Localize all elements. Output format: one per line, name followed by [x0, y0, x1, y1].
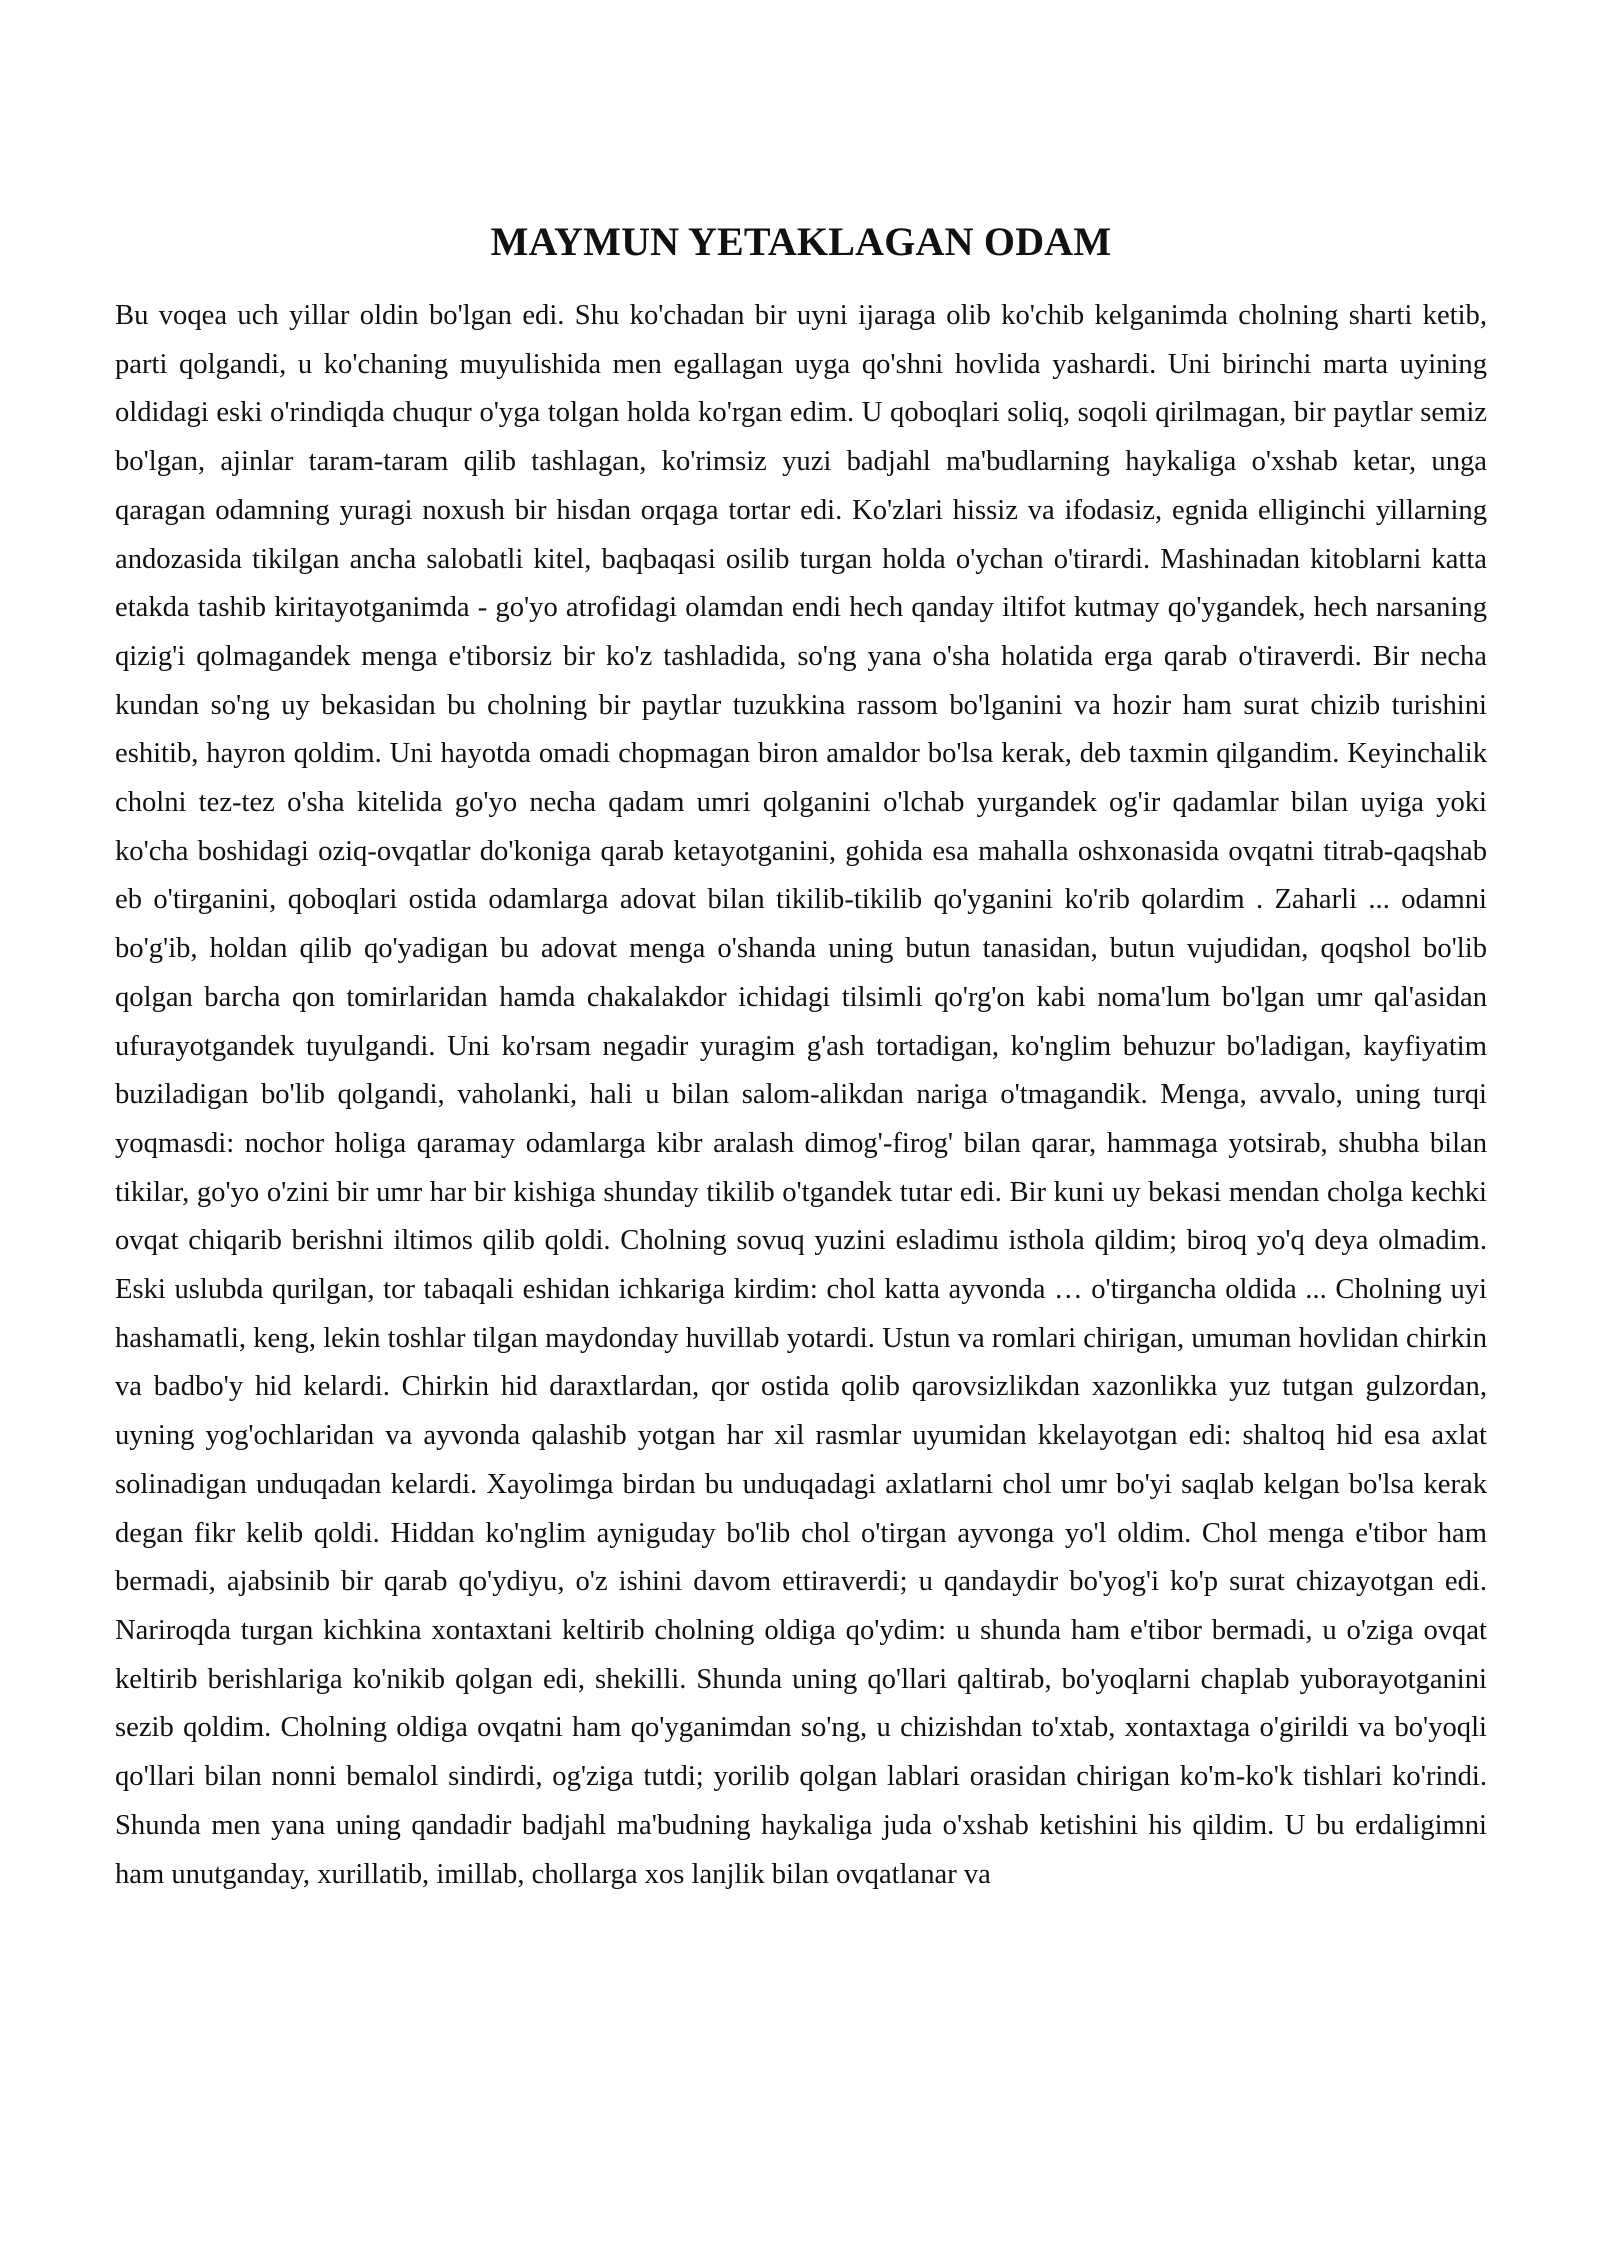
document-title: MAYMUN YETAKLAGAN ODAM — [490, 219, 1112, 264]
document-page — [115, 218, 1487, 1899]
document-body: Bu voqea uch yillar oldin bo'lgan edi. Shu ko'chadan bir uyni ijaraga olib ko'chib kelganimda cholning sharti ketib, parti qolgandi, u ko'chaning muyulishida men egallagan uyga qo'shni hovlida yashardi. Uni birinchi marta uyining oldidagi eski o'rindiqda chuqur o'yga tolgan holda ko'rgan edim. U qoboqlari soliq, soqoli qirilmagan, bir paytlar semiz bo'lgan, ajinlar taram-taram qilib tashlagan, ko'rimsiz yuzi badjahl ma'budlarning haykaliga o'xshab ketar, unga qaragan odamning yuragi noxush bir hisdan orqaga tortar edi. Ko'zlari hissiz va ifodasiz, egnida elliginchi yillarning andozasida tikilgan ancha salobatli kitel, baqbaqasi osilib turgan holda o'ychan o'tirardi. Mashinadan kitoblarni katta etakda tashib kiritayotganimda - go'yo atrofidagi olamdan endi hech qanday iltifot kutmay qo'ygandek, hech narsaning qizig'i qolmagandek menga e'tiborsiz bir ko'z tashladida, so'ng yana o'sha holatida erga qarab o'tiraverdi. Bir necha kundan so'ng uy bekasidan bu cholning bir paytlar tuzukkina rassom bo'lganini va hozir ham surat chizib turishini eshitib, hayron qoldim. Uni hayotda omadi chopmagan biron amaldor bo'lsa kerak, deb taxmin qilgandim. Keyinchalik cholni tez-tez o'sha kitelida go'yo necha qadam umri qolganini o'lchab yurgandek og'ir qadamlar bilan uyiga yoki ko'cha boshidagi oziq-ovqatlar do'koniga qarab ketayotganini, gohida esa mahalla oshxonasida ovqatni titrab-qaqshab eb o'tirganini, qoboqlari ostida odamlarga adovat bilan tikilib-tikilib qo'yganini ko'rib qolardim . Zaharli ... odamni bo'g'ib, holdan qilib qo'yadigan bu adovat menga o'shanda uning butun tanasidan, butun vujudidan, qoqshol bo'lib qolgan barcha qon tomirlaridan hamda chakalakdor ichidagi tilsimli qo'rg'on kabi noma'lum bo'lgan umr qal'asidan ufurayotgandek tuyulgandi. Uni ko'rsam negadir yuragim g'ash tortadigan, ko'nglim behuzur bo'ladigan, kayfiyatim buziladigan bo'lib qolgandi, vaholanki, hali u bilan salom-alikdan nariga o'tmagandik. Menga, avvalo, uning turqi yoqmasdi: nochor holiga qaramay odamlarga kibr aralash dimog'-firog' bilan qarar, hammaga yotsirab, shubha bilan tikilar, go'yo o'zini bir umr har bir kishiga shunday tikilib o'tgandek tutar edi. Bir kuni uy bekasi mendan cholga kechki ovqat chiqarib berishni iltimos qilib qoldi. Cholning sovuq yuzini esladimu isthola qildim; biroq yo'q deya olmadim. Eski uslubda qurilgan, tor tabaqali eshidan ichkariga kirdim: chol katta ayvonda … o'tirgancha oldida ... Cholning uyi hashamatli, keng, lekin toshlar tilgan maydonday huvillab yotardi. Ustun va romlari chirigan, umuman hovlidan chirkin va badbo'y hid kelardi. Chirkin hid daraxtlardan, qor ostida qolib qarovsizlikdan xazonlikka yuz tutgan gulzordan, uyning yog'ochlaridan va ayvonda qalashib yotgan har xil rasmlar uyumidan kkelayotgan edi: shaltoq hid esa axlat solinadigan unduqadan kelardi. Xayolimga birdan bu unduqadagi axlatlarni chol umr bo'yi saqlab kelgan bo'lsa kerak degan fikr kelib qoldi. Hiddan ko'nglim ayniguday bo'lib chol o'tirgan ayvonga yo'l oldim. Chol menga e'tibor ham bermadi, ajabsinib bir qarab qo'ydiyu, o'z ishini davom ettiraverdi; u qandaydir bo'yog'i ko'p surat chizayotgan edi. Nariroqda turgan kichkina xontaxtani keltirib cholning oldiga qo'ydim: u shunda ham e'tibor bermadi, u o'ziga ovqat keltirib berishlariga ko'nikib qolgan edi, shekilli. Shunda uning qo'llari qaltirab, bo'yoqlarni chaplab yuborayotganini sezib qoldim. Cholning oldiga ovqatni ham qo'yganimdan so'ng, u chizishdan to'xtab, xontaxtaga o'girildi va bo'yoqli qo'llari bilan nonni bemalol sindirdi, og'ziga tutdi; yorilib qolgan lablari orasidan chirigan ko'm-ko'k tishlari ko'rindi. Shunda men yana uning qandadir badjahl ma'budning haykaliga juda o'xshab ketishini his qildim. U bu erdaligimni ham unutganday, xurillatib, imillab, chollarga xos lanjlik bilan ovqatlanar va — [115, 300, 1487, 1890]
